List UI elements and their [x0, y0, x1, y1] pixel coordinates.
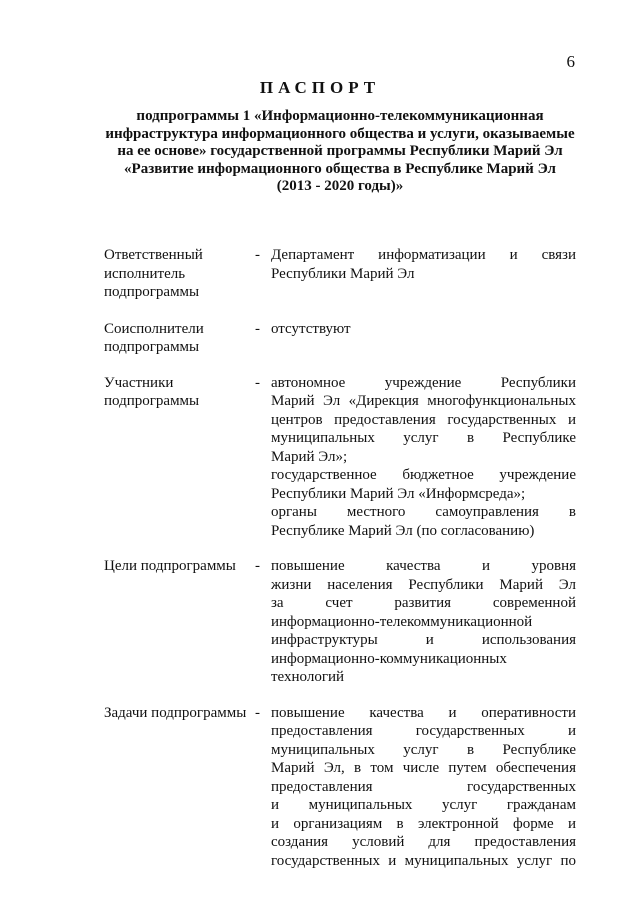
value-line: муниципальных услуг в Республике: [271, 741, 576, 758]
value-line: информационно-коммуникационных: [271, 650, 507, 667]
value-line: и муниципальных услуг гражданам: [271, 797, 576, 813]
row-value: [271, 557, 576, 687]
row-label: [104, 704, 255, 871]
row-label: [104, 246, 255, 302]
row-dash: -: [255, 247, 260, 263]
row-value: [271, 320, 576, 357]
row-value: [271, 704, 576, 871]
value-line: повышение качества и оперативности: [271, 704, 576, 721]
value-line: центров предоставления государственных и: [271, 411, 576, 428]
value-line: государственное бюджетное учреждение: [271, 467, 576, 483]
value-line: муниципальных услуг в Республике: [271, 430, 576, 446]
row-label: [104, 374, 255, 541]
value-line: за счет развития современной: [271, 595, 576, 611]
value-line: Республике Марий Эл (по согласованию): [271, 522, 535, 539]
value-line: отсутствуют: [271, 320, 351, 337]
value-line: технологий: [271, 669, 345, 685]
subtitle-line: на ее основе» государственной программы Республики Марий Эл: [117, 143, 563, 159]
label-line: Участники: [104, 374, 174, 391]
value-line: и организациям в электронной форме и: [271, 815, 576, 832]
value-line: Республики Марий Эл «Информсреда»;: [271, 485, 526, 502]
label-line: исполнитель: [104, 265, 186, 282]
subtitle-line: инфраструктура информационного общества и услуги, оказываемые: [105, 125, 575, 142]
passport-table: [104, 246, 576, 870]
subtitle-line: (2013 - 2020 годы)»: [276, 178, 404, 194]
value-line: жизни населения Республики Марий Эл: [271, 576, 576, 593]
row-dash: -: [255, 704, 260, 721]
value-line: Республики Марий Эл: [271, 265, 415, 282]
label-line: Ответственный: [104, 247, 203, 263]
passport-row-co-executors: [104, 320, 576, 357]
row-value: [271, 374, 576, 541]
value-line: Марий Эл»;: [271, 448, 348, 465]
value-line: предоставления государственных: [271, 778, 576, 795]
passport-row-responsible: [104, 246, 576, 302]
document-subtitle: [100, 108, 580, 196]
row-value: [271, 246, 576, 302]
value-line: предоставления государственных и: [271, 723, 576, 739]
label-line: подпрограммы: [104, 284, 200, 300]
passport-row-goals: [104, 557, 576, 687]
label-line: Соисполнители: [104, 320, 204, 337]
passport-row-participants: [104, 374, 576, 541]
value-line: создания условий для предоставления: [271, 834, 576, 850]
value-line: инфраструктуры и использования: [271, 632, 576, 648]
subtitle-line: «Развитие информационного общества в Республике Марий Эл: [124, 160, 556, 177]
value-line: Департамент информатизации и связи: [271, 247, 576, 263]
value-line: автономное учреждение Республики: [271, 374, 576, 391]
row-dash: -: [255, 320, 260, 337]
value-line: государственных и муниципальных услуг по: [271, 852, 576, 869]
row-label: [104, 320, 255, 357]
value-line: информационно-телекоммуникационной: [271, 613, 533, 630]
value-line: Марий Эл «Дирекция многофункциональных: [271, 393, 576, 409]
label-line: Задачи подпрограммы: [104, 704, 247, 721]
label-line: подпрограммы: [104, 393, 200, 409]
row-label: [104, 557, 255, 687]
page-number: 6: [566, 52, 575, 71]
document-title: ПАСПОРТ: [259, 78, 381, 97]
label-line: подпрограммы: [104, 339, 200, 355]
passport-row-tasks: [104, 704, 576, 871]
row-dash: -: [255, 374, 260, 391]
value-line: повышение качества и уровня: [271, 558, 576, 574]
label-line: Цели подпрограммы: [104, 558, 236, 574]
row-dash: -: [255, 558, 260, 574]
value-line: органы местного самоуправления в: [271, 504, 576, 520]
value-line: Марий Эл, в том числе путем обеспечения: [271, 760, 576, 776]
subtitle-line: подпрограммы 1 «Информационно-телекоммуникационная: [136, 108, 544, 124]
